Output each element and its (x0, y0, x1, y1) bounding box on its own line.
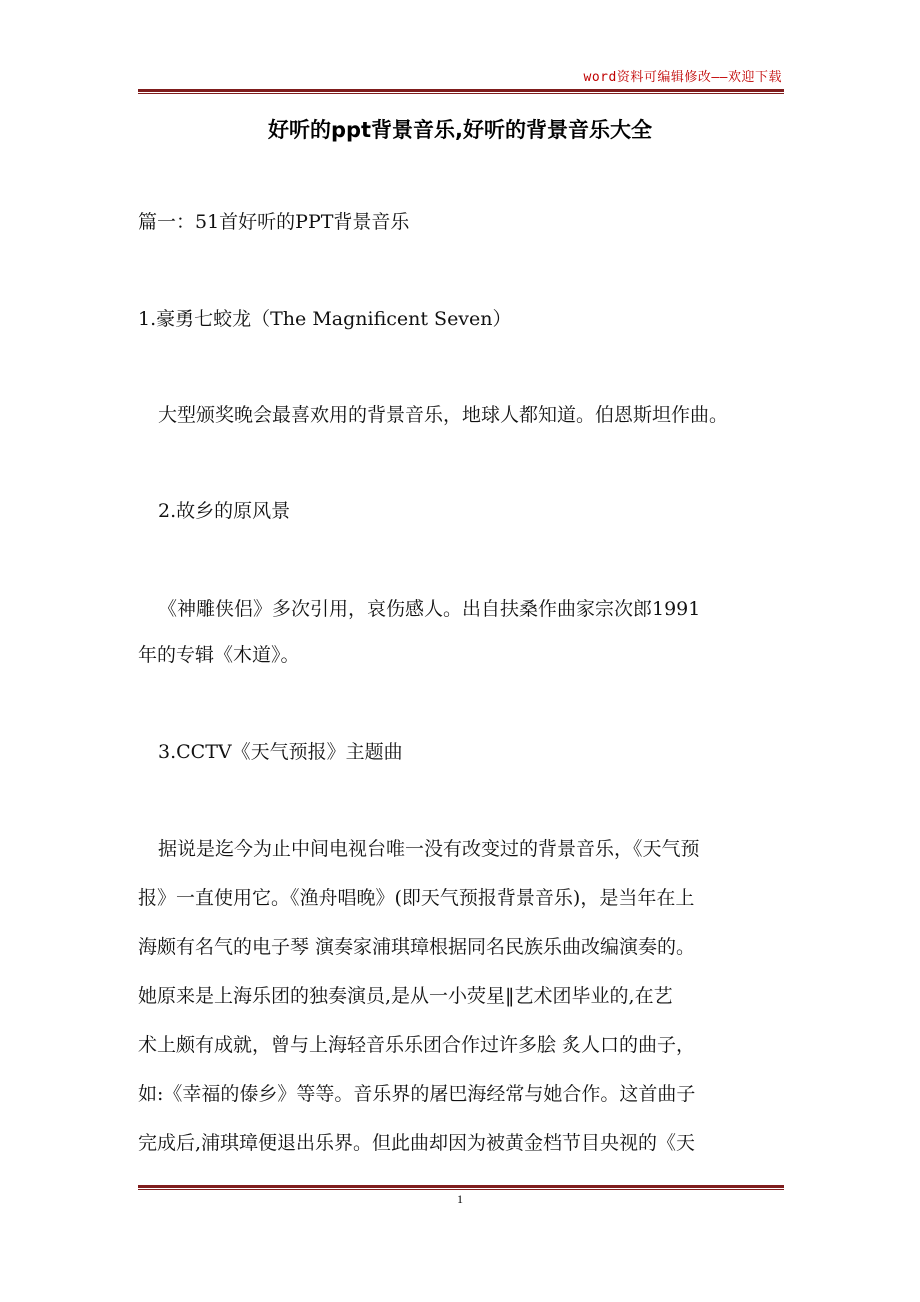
item-3-heading: 3.CCTV《天气预报》主题曲 (158, 741, 403, 763)
item-3-description-line: 完成后,浦琪璋便退出乐界。但此曲却因为被黄金档节目央视的《天 (138, 1132, 696, 1154)
section-heading: 篇一：51首好听的PPT背景音乐 (138, 211, 410, 233)
item-3-description-line: 报》一直使用它。《渔舟唱晚》(即天气预报背景音乐)，是当年在上 (138, 887, 695, 909)
item-3-description-line: 如:《幸福的傣乡》等等。音乐界的屠巴海经常与她合作。这首曲子 (138, 1083, 696, 1105)
item-3-description-line: 据说是迄今为止中间电视台唯一没有改变过的背景音乐，《天气预 (158, 838, 700, 860)
header-rule (138, 89, 784, 94)
item-2-heading: 2.故乡的原风景 (158, 500, 291, 522)
item-1-description: 大型颁奖晚会最喜欢用的背景音乐，地球人都知道。伯恩斯坦作曲。 (158, 404, 729, 426)
item-3-description-line: 她原来是上海乐团的独奏演员,是从一小荧星‖艺术团毕业的,在艺 (138, 985, 673, 1007)
item-2-description-line: 年的专辑《木道》。 (138, 644, 300, 666)
document-title: 好听的ppt背景音乐,好听的背景音乐大全 (267, 118, 653, 142)
footer-rule (138, 1185, 784, 1190)
item-2-description-line: 《神雕侠侣》多次引用，哀伤感人。出自扶桑作曲家宗次郎1991 (158, 598, 701, 620)
item-3-description-line: 海颇有名气的电子琴 演奏家浦琪璋根据同名民族乐曲改编演奏的。 (138, 936, 696, 958)
header-note: word资料可编辑修改——欢迎下载 (583, 70, 782, 85)
item-1-heading: 1.豪勇七蛟龙（The Magnificent Seven） (138, 308, 512, 330)
item-3-description-line: 术上颇有成就，曾与上海轻音乐乐团合作过许多脍 炙人口的曲子， (138, 1034, 696, 1056)
page-number: 1 (457, 1192, 463, 1206)
